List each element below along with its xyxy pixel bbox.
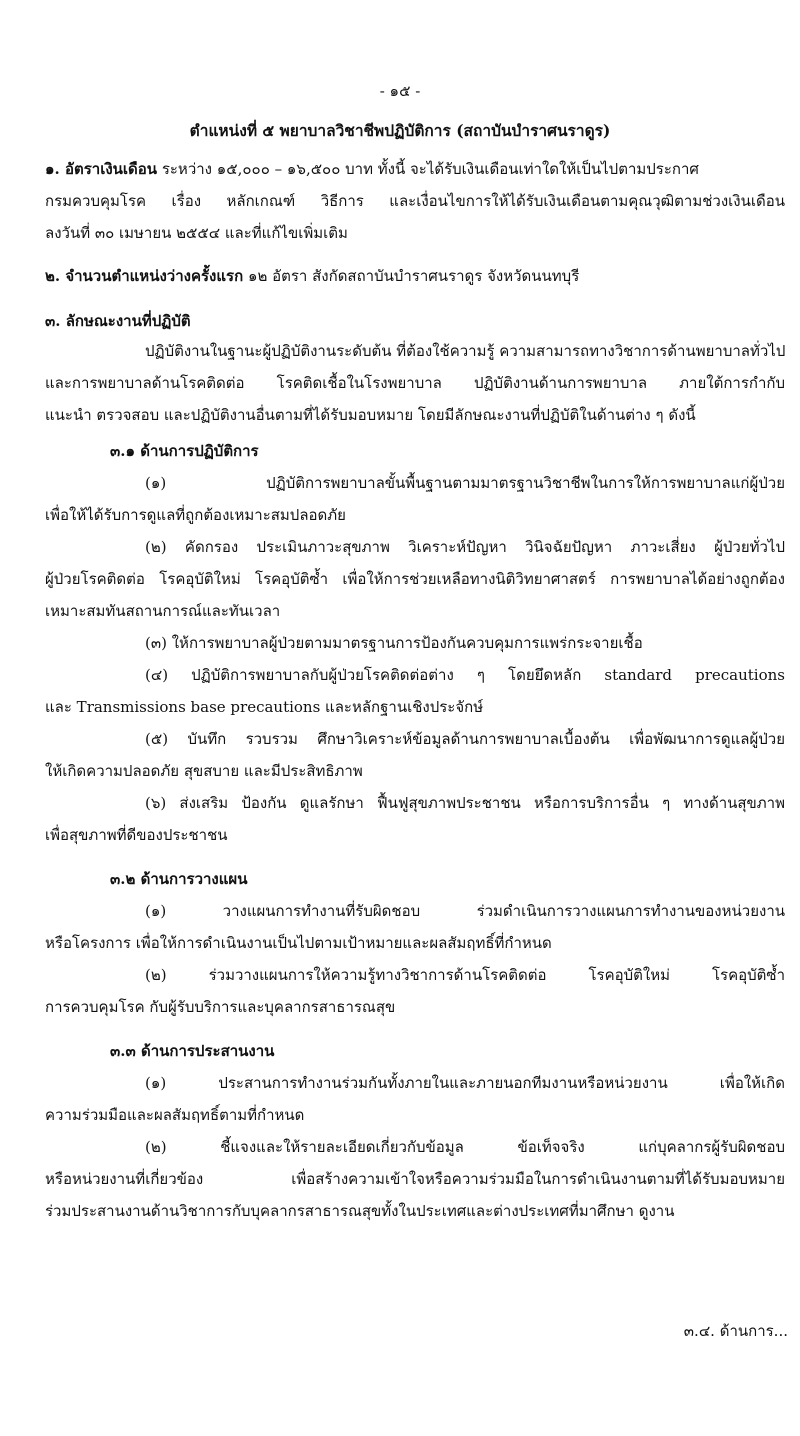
section-2-heading: ๒. จำนวนตำแหน่งว่างครั้งแรก [45,267,244,285]
section-1-line-3: ลงวันที่ ๓๐ เมษายน ๒๕๕๔ และที่แก้ไขเพิ่มเติม [45,224,348,242]
list-item-line: หรือหน่วยงานที่เกี่ยวข้อง เพื่อสร้างความเข้าใจหรือความร่วมมือในการดำเนินงานตามที่ได้รับมอบหมาย [45,1170,785,1188]
section-1-heading: ๑. อัตราเงินเดือน [45,160,158,178]
section-3-intro-line: แนะนำ ตรวจสอบ และปฏิบัติงานอื่นตามที่ได้รับมอบหมาย โดยมีลักษณะงานที่ปฏิบัติในด้านต่าง ๆ ดังนี้ [45,406,696,424]
list-item-line: (๒) คัดกรอง ประเมินภาวะสุขภาพ วิเคราะห์ปัญหา วินิจฉัยปัญหา ภาวะเสี่ยง ผู้ป่วยทั่วไป [145,538,785,556]
list-item-line: การควบคุมโรค กับผู้รับบริการและบุคลากรสาธารณสุข [45,998,396,1016]
list-item-line: (๑) ประสานการทำงานร่วมกันทั้งภายในและภายนอกทีมงานหรือหน่วยงาน เพื่อให้เกิด [145,1074,785,1092]
list-item-line: (๓) ให้การพยาบาลผู้ป่วยตามมาตรฐานการป้องกันควบคุมการแพร่กระจายเชื้อ [145,634,643,652]
section-1-line-2: กรมควบคุมโรค เรื่อง หลักเกณฑ์ วิธีการ และเงื่อนไขการให้ได้รับเงินเดือนตามคุณวุฒิตามช่วงเงินเดือน [45,192,785,210]
section-3-intro-line: และการพยาบาลด้านโรคติดต่อ โรคติดเชื้อในโรงพยาบาล ปฏิบัติงานด้านการพยาบาล ภายใต้การกำกับ [45,374,785,392]
list-item-line: (๕) บันทึก รวบรวม ศึกษาวิเคราะห์ข้อมูลด้านการพยาบาลเบื้องต้น เพื่อพัฒนาการดูแลผู้ป่วย [145,730,785,748]
list-item-line: (๒) ชี้แจงและให้รายละเอียดเกี่ยวกับข้อมูล ข้อเท็จจริง แก่บุคลากรผู้รับผิดชอบ [145,1138,785,1156]
section-2-text: ๑๒ อัตรา สังกัดสถาบันบำราศนราดูร จังหวัดนนทบุรี [247,267,580,285]
list-item-line: เพื่อสุขภาพที่ดีของประชาชน [45,826,228,844]
page-title: ตำแหน่งที่ ๕ พยาบาลวิชาชีพปฏิบัติการ (สถาบันบำราศนราดูร) [189,121,611,140]
page-number: - ๑๕ - [379,82,421,100]
list-item-line: (๑) ปฏิบัติการพยาบาลขั้นพื้นฐานตามมาตรฐานวิชาชีพในการให้การพยาบาลแก่ผู้ป่วย [145,474,785,492]
continuation-note: ๓.๔. ด้านการ... [683,1322,788,1340]
section-1-text: ระหว่าง ๑๕,๐๐๐ – ๑๖,๕๐๐ บาท ทั้งนี้ จะได้รับเงินเดือนเท่าใดให้เป็นไปตามประกาศ [161,160,699,178]
list-item-line: ผู้ป่วยโรคติดต่อ โรคอุบัติใหม่ โรคอุบัติซ้ำ เพื่อให้การช่วยเหลือทางนิติวิทยาศาสตร์ การพยาบาลได้อย่างถูกต้อง [45,570,785,588]
section-1-line-1 [45,158,785,180]
list-item-line: ให้เกิดความปลอดภัย สุขสบาย และมีประสิทธิภาพ [45,762,363,780]
section-3-intro-line: ปฏิบัติงานในฐานะผู้ปฏิบัติงานระดับต้น ที่ต้องใช้ความรู้ ความสามารถทางวิชาการด้านพยาบาลทั่วไป [145,342,786,360]
list-item-line: เพื่อให้ได้รับการดูแลที่ถูกต้องเหมาะสมปลอดภัย [45,506,346,524]
list-item-line: เหมาะสมทันสถานการณ์และทันเวลา [45,602,281,620]
list-item-line: ความร่วมมือและผลสัมฤทธิ์ตามที่กำหนด [45,1106,305,1124]
subsection-3-3-heading: ๓.๓ ด้านการประสานงาน [110,1042,275,1060]
subsection-3-2-heading: ๓.๒ ด้านการวางแผน [110,870,248,888]
list-item-line: (๔) ปฏิบัติการพยาบาลกับผู้ป่วยโรคติดต่อต่าง ๆ โดยยึดหลัก standard precautions [145,666,785,684]
list-item-line: (๑) วางแผนการทำงานที่รับผิดชอบ ร่วมดำเนินการวางแผนการทำงานของหน่วยงาน [145,902,785,920]
list-item-line: (๖) ส่งเสริม ป้องกัน ดูแลรักษา ฟื้นฟูสุขภาพประชาชน หรือการบริการอื่น ๆ ทางด้านสุขภาพ [145,794,785,812]
list-item-line: หรือโครงการ เพื่อให้การดำเนินงานเป็นไปตามเป้าหมายและผลสัมฤทธิ์ที่กำหนด [45,934,552,952]
section-2-line [45,265,579,287]
list-item-line: และ Transmissions base precautions และหลักฐานเชิงประจักษ์ [45,698,484,716]
list-item-line: (๒) ร่วมวางแผนการให้ความรู้ทางวิชาการด้านโรคติดต่อ โรคอุบัติใหม่ โรคอุบัติซ้ำ [145,966,785,984]
subsection-3-1-heading: ๓.๑ ด้านการปฏิบัติการ [110,442,259,460]
section-3-heading: ๓. ลักษณะงานที่ปฏิบัติ [45,312,191,330]
list-item-line: ร่วมประสานงานด้านวิชาการกับบุคลากรสาธารณสุขทั้งในประเทศและต่างประเทศที่มาศึกษา ดูงาน [45,1202,675,1220]
